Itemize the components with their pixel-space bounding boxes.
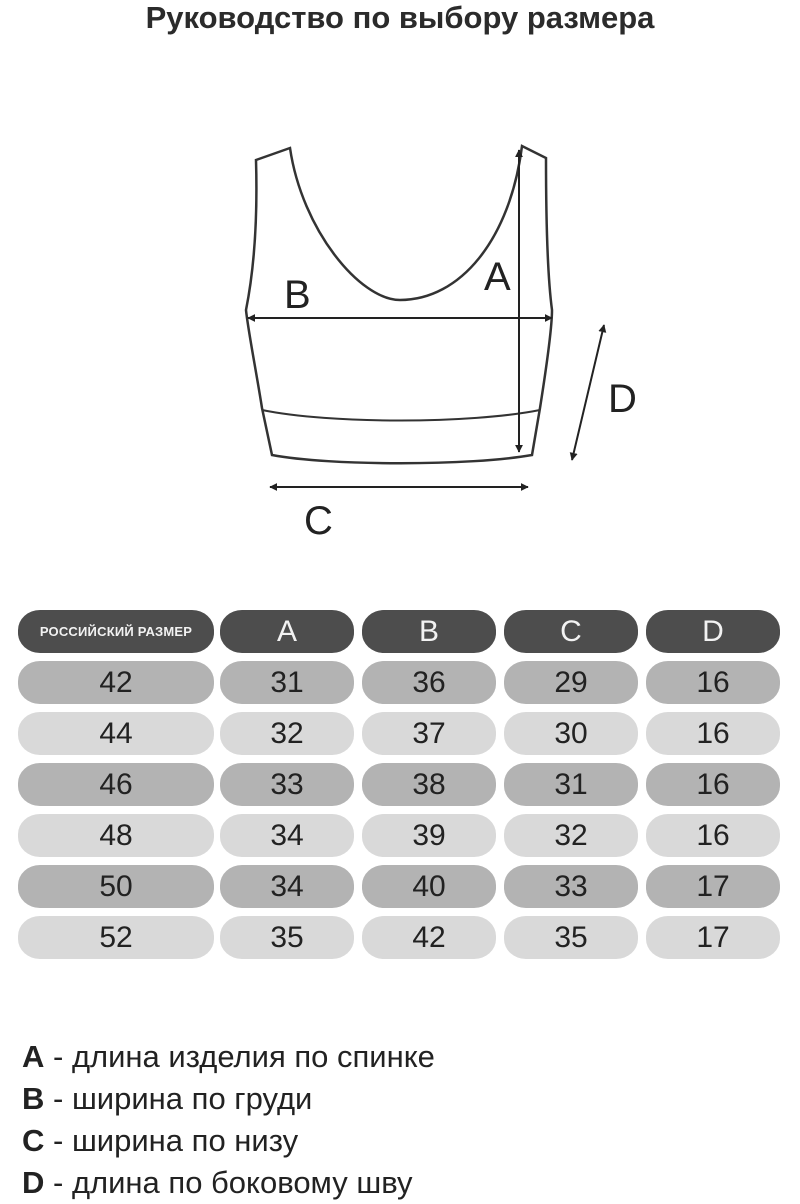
a-cell: 31 [220, 661, 354, 704]
b-cell: 38 [362, 763, 496, 806]
d-cell: 16 [646, 661, 780, 704]
size-cell: 52 [18, 916, 214, 959]
legend-letter: D [22, 1165, 45, 1200]
d-cell: 17 [646, 865, 780, 908]
d-cell: 16 [646, 712, 780, 755]
table-row [18, 661, 782, 704]
size-cell: 50 [18, 865, 214, 908]
legend-item-c [22, 1120, 782, 1162]
table-row [18, 763, 782, 806]
c-cell: 29 [504, 661, 638, 704]
b-cell: 37 [362, 712, 496, 755]
c-cell: 32 [504, 814, 638, 857]
table-row [18, 865, 782, 908]
header-a: A [220, 610, 354, 653]
measure-d-arrow [572, 325, 604, 460]
size-table [18, 610, 782, 967]
label-c: C [304, 499, 333, 543]
legend-text: - ширина по груди [44, 1081, 313, 1116]
header-d: D [646, 610, 780, 653]
a-cell: 33 [220, 763, 354, 806]
a-cell: 34 [220, 814, 354, 857]
header-c: C [504, 610, 638, 653]
label-d: D [608, 377, 637, 421]
b-cell: 40 [362, 865, 496, 908]
label-b: B [284, 273, 311, 317]
table-row [18, 712, 782, 755]
c-cell: 35 [504, 916, 638, 959]
legend-text: - длина изделия по спинке [44, 1039, 435, 1074]
table-row [18, 814, 782, 857]
a-cell: 32 [220, 712, 354, 755]
page-title: Руководство по выбору размера [145, 0, 655, 35]
legend-letter: C [22, 1123, 45, 1158]
legend-item-d [22, 1162, 782, 1204]
measurement-legend [22, 1036, 782, 1204]
header-russian-size: РОССИЙСКИЙ РАЗМЕР [18, 610, 214, 653]
legend-item-b [22, 1078, 782, 1120]
legend-letter: B [22, 1081, 45, 1116]
legend-text: - длина по боковому шву [44, 1165, 413, 1200]
c-cell: 31 [504, 763, 638, 806]
a-cell: 34 [220, 865, 354, 908]
d-cell: 16 [646, 763, 780, 806]
legend-letter: A [22, 1039, 45, 1074]
size-cell: 42 [18, 661, 214, 704]
b-cell: 36 [362, 661, 496, 704]
d-cell: 16 [646, 814, 780, 857]
header-b: B [362, 610, 496, 653]
crop-top-diagram [0, 130, 800, 550]
c-cell: 30 [504, 712, 638, 755]
d-cell: 17 [646, 916, 780, 959]
legend-item-a [22, 1036, 782, 1078]
table-header-row [18, 610, 782, 653]
size-cell: 46 [18, 763, 214, 806]
size-cell: 44 [18, 712, 214, 755]
c-cell: 33 [504, 865, 638, 908]
a-cell: 35 [220, 916, 354, 959]
legend-text: - ширина по низу [44, 1123, 299, 1158]
b-cell: 39 [362, 814, 496, 857]
size-cell: 48 [18, 814, 214, 857]
b-cell: 42 [362, 916, 496, 959]
table-row [18, 916, 782, 959]
label-a: A [484, 255, 511, 299]
